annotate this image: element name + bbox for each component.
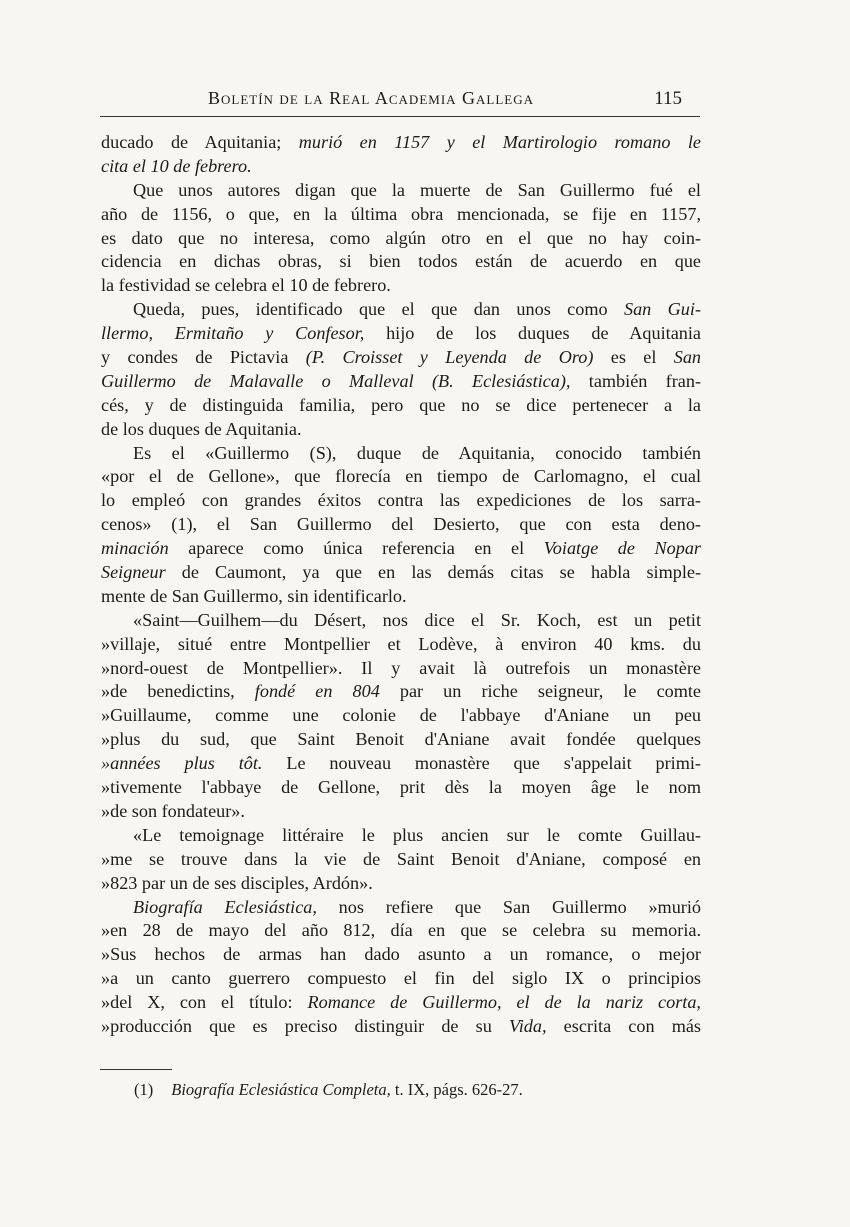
text-line: »a un canto guerrero compuesto el fin del siglo IX o principios <box>101 968 701 989</box>
footnote <box>134 1080 523 1100</box>
footnote-work: Biografía Eclesiástica Completa, <box>171 1080 391 1099</box>
footnote-detail: t. IX, págs. 626-27. <box>390 1080 523 1099</box>
text-line: »me se trouve dans la vie de Saint Benoit d'Aniane, composé en <box>101 848 701 869</box>
text-line: mente de San Guillermo, sin identificarlo. <box>101 585 407 606</box>
text-line: »del X, con el título: Romance de Guillermo, el de la nariz corta, <box>101 992 701 1013</box>
text-line: Guillermo de Malavalle o Malleval (B. Eclesiástica), también fran- <box>101 370 702 391</box>
paragraph-start: Queda, pues, identificado que el que dan unos como San Gui- <box>133 299 701 320</box>
paragraph-start: Biografía Eclesiástica, nos refiere que San Guillermo »murió <box>133 896 702 917</box>
page-number: 115 <box>654 88 682 109</box>
text-line: cés, y de distinguida familia, pero que no se dice pertenecer a la <box>101 394 701 415</box>
text-line: »producción que es preciso distinguir de su Vida, escrita con más <box>101 1015 702 1036</box>
text-line: Seigneur de Caumont, ya que en las demás citas se habla simple- <box>101 562 701 583</box>
body-text <box>101 131 701 1039</box>
paragraph-start: «Le temoignage littéraire le plus ancien sur le comte Guillau- <box>133 824 701 845</box>
paragraph-start: Es el «Guillermo (S), duque de Aquitania, conocido también <box>133 442 701 463</box>
text-line: »nord-ouest de Montpellier». Il y avait là outrefois un monastère <box>101 657 701 678</box>
paragraph-start: Que unos autores digan que la muerte de San Guillermo fué el <box>133 179 701 200</box>
text-line: »années plus tôt. Le nouveau monastère que s'appelait primi- <box>101 753 701 774</box>
text-line: cita el 10 de febrero. <box>101 155 252 176</box>
text-line: «por el de Gellone», que florecía en tiempo de Carlomagno, el cual <box>101 466 701 487</box>
paragraph-start: «Saint—Guilhem—du Désert, nos dice el Sr. Koch, est un petit <box>133 609 701 630</box>
text-line: »villaje, situé entre Montpellier et Lodève, à environ 40 kms. du <box>101 633 701 654</box>
text-line: cenos» (1), el San Guillermo del Desierto, que con esta deno- <box>101 514 701 535</box>
text-line: la festividad se celebra el 10 de febrero. <box>101 275 391 296</box>
text-line: »en 28 de mayo del año 812, día en que se celebra su memoria. <box>101 920 701 941</box>
text-line: llermo, Ermitaño y Confesor, hijo de los duques de Aquitania <box>101 323 701 344</box>
text-line: »Sus hechos de armas han dado asunto a un romance, o mejor <box>101 944 701 965</box>
text-line: y condes de Pictavia (P. Croisset y Leyenda de Oro) es el San <box>101 347 701 368</box>
text-line: »de benedictins, fondé en 804 par un riche seigneur, le comte <box>101 681 702 702</box>
text-line: »plus du sud, que Saint Benoit d'Aniane avait fondée quelques <box>101 729 701 750</box>
text-line: minación aparece como única referencia en el Voiatge de Nopar <box>101 538 701 559</box>
text-line: año de 1156, o que, en la última obra mencionada, se fije en 1157, <box>101 203 701 224</box>
footnote-divider <box>100 1069 172 1070</box>
text-line: de los duques de Aquitania. <box>101 418 302 439</box>
page-header <box>100 88 700 117</box>
text-line: »de son fondateur». <box>101 800 245 821</box>
text-line: »Guillaume, comme une colonie de l'abbaye d'Aniane un peu <box>101 705 701 726</box>
text-line: ducado de Aquitania; murió en 1157 y el Martirologio romano le <box>101 132 701 152</box>
running-title: Boletín de la Real Academia Gallega <box>208 88 535 108</box>
text-line: lo empleó con grandes éxitos contra las expediciones de los sarra- <box>101 490 701 511</box>
text-line: cidencia en dichas obras, si bien todos están de acuerdo en que <box>101 251 701 272</box>
text-line: es dato que no interesa, como algún otro en el que no hay coin- <box>101 227 701 248</box>
footnote-number: (1) <box>134 1080 154 1099</box>
text-line: »tivemente l'abbaye de Gellone, prit dès la moyen âge le nom <box>101 777 701 798</box>
text-line: »823 par un de ses disciples, Ardón». <box>101 872 373 893</box>
